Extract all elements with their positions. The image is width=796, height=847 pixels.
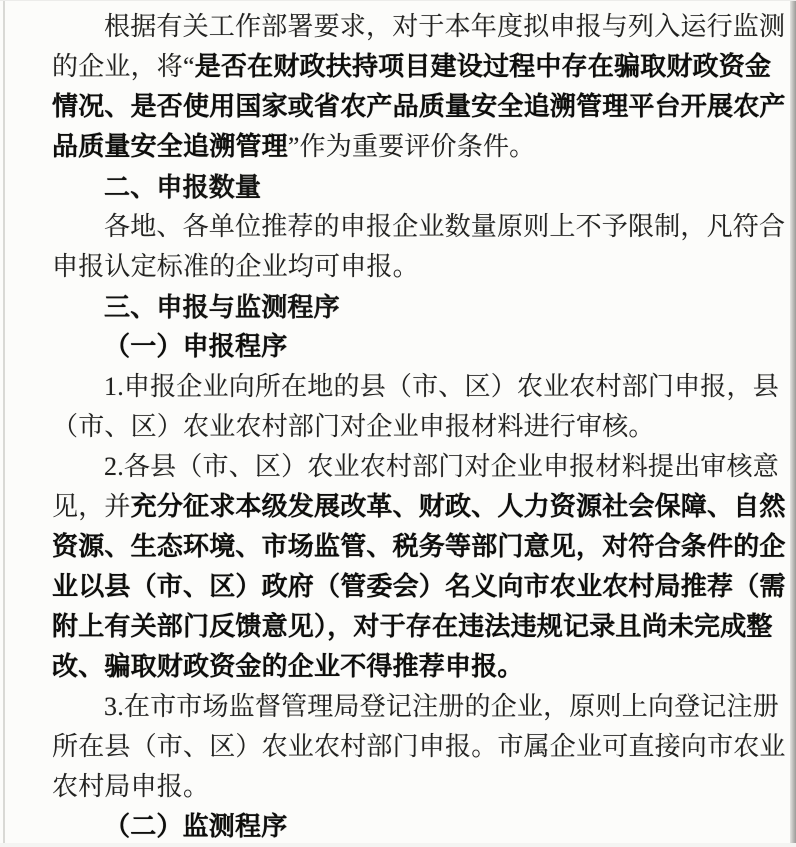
scan-edge-left-line [3, 1, 5, 843]
emphasis-text: 是否在财政扶持项目建设过程中存在骗取财政资金 [194, 52, 772, 81]
body-text: 申报认定标准的企业均可申报。 [52, 252, 419, 281]
text-line [52, 247, 782, 287]
body-text: 2.各县（市、区）农业农村部门对企业申报材料提出审核意 [104, 452, 779, 481]
text-line [52, 207, 786, 247]
text-line [52, 607, 782, 647]
text-line [52, 47, 782, 87]
text-line [52, 407, 782, 447]
body-text: 根据有关工作部署要求，对于本年度拟申报与列入运行监测 [104, 12, 786, 41]
document-text [52, 7, 786, 847]
emphasis-text: 资源、生态环境、市场监管、税务等部门意见，对符合条件的企 [52, 532, 786, 561]
text-line [52, 127, 782, 167]
text-line [52, 807, 782, 847]
text-line [52, 7, 786, 47]
body-text: 见，并 [52, 492, 131, 521]
text-line [52, 687, 782, 727]
body-text: 所在县（市、区）农业农村部门申报。市属企业可直接向市农业 [52, 732, 786, 761]
emphasis-text: 充分征求本级发展改革、财政、人力资源社会保障、自然 [130, 492, 786, 521]
text-line [52, 447, 782, 487]
text-line [52, 647, 782, 687]
text-line [52, 487, 786, 527]
emphasis-text: 品质量安全追溯管理 [52, 132, 288, 161]
scan-edge-right-strip [790, 1, 796, 843]
body-text: ”作为重要评价条件。 [287, 132, 536, 161]
body-text: 1.申报企业向所在地的县（市、区）农业农村部门申报，县 [104, 372, 779, 401]
body-text: （市、区）农业农村部门对企业申报材料进行审核。 [52, 412, 655, 441]
body-text: 3.在市市场监督管理局登记注册的企业，原则上向登记注册 [104, 692, 779, 721]
text-line [52, 367, 782, 407]
text-line [52, 567, 786, 607]
text-line [52, 327, 782, 367]
text-line [52, 727, 786, 767]
text-line [52, 287, 782, 327]
emphasis-text: （二）监测程序 [104, 812, 288, 841]
emphasis-text: 改、骗取财政资金的企业不得推荐申报。 [52, 652, 524, 681]
emphasis-text: 附上有关部门反馈意见），对于存在违法违规记录且尚未完成整 [52, 612, 773, 641]
emphasis-text: 业以县（市、区）政府（管委会）名义向市农业农村局推荐（需 [52, 572, 786, 601]
text-line [52, 527, 786, 567]
body-text: 农村局申报。 [52, 772, 210, 801]
emphasis-text: （一）申报程序 [104, 332, 288, 361]
text-line [52, 767, 782, 807]
text-line [52, 167, 782, 207]
body-text: 各地、各单位推荐的申报企业数量原则上不予限制，凡符合 [104, 212, 786, 241]
text-line [52, 87, 786, 127]
body-text: 的企业，将“ [52, 52, 195, 81]
emphasis-text: 三、申报与监测程序 [104, 292, 340, 322]
emphasis-text: 情况、是否使用国家或省农产品质量安全追溯管理平台开展农产 [52, 92, 786, 121]
emphasis-text: 二、申报数量 [104, 172, 262, 202]
